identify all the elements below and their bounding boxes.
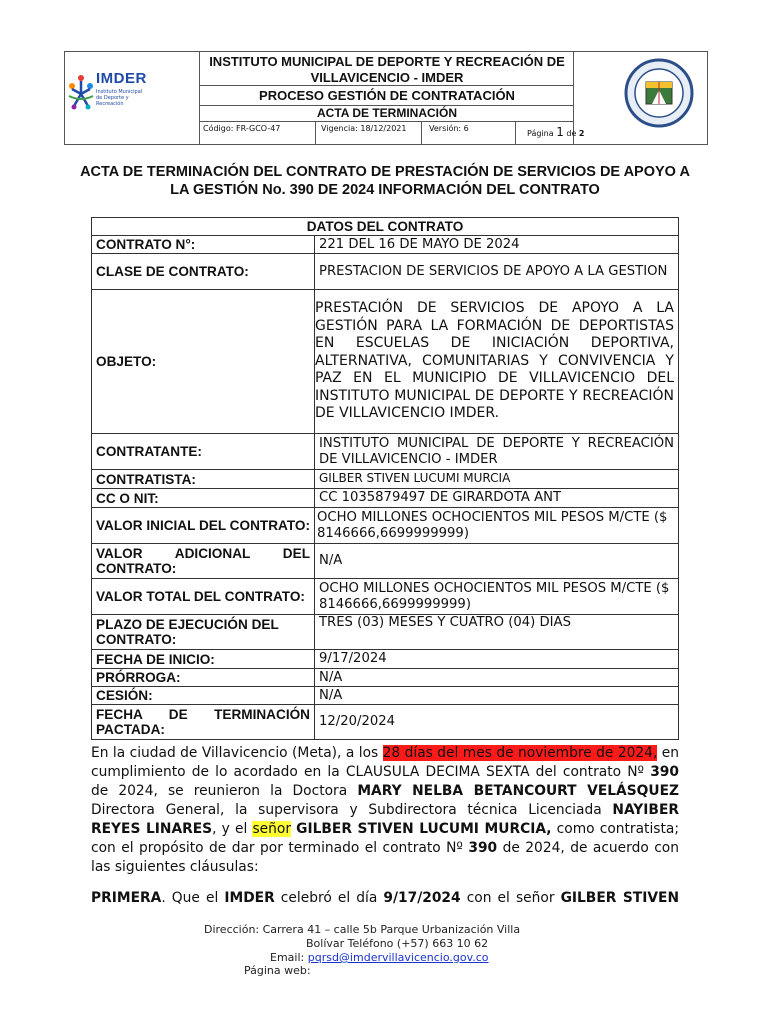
header-divider [199, 52, 200, 144]
text: como contratista; con el propósito de dar por terminado el contrato Nº [91, 821, 679, 856]
table-row [92, 236, 679, 254]
header-divider [315, 121, 316, 144]
body-paragraph-2 [91, 889, 679, 908]
logo-subtitle: Instituto Municipal de Deporte y Recreación [96, 89, 143, 107]
text: de 2024, se reunieron la Doctora [91, 783, 358, 799]
row-value: PRESTACIÓN DE SERVICIOS DE APOYO A LA GESTIÓN PARA LA FORMACIÓN DE DEPORTISTAS EN ESCUELAS DE INICIACIÓN DEPORTIVA, ALTERNATIVA, COMUNITARIAS Y CONVIVENCIA Y PAZ EN EL MUNICIPIO DE VILLAVICENCIO DEL INSTITUTO MUNICIPAL DE DEPORTE Y RECREACIÓN DE VILLAVICENCIO IMDER. [315, 290, 679, 434]
table-row [92, 615, 679, 650]
body-paragraph-1 [91, 744, 679, 877]
contractor-name: GILBER STIVEN LUCUMI MURCIA, [296, 821, 552, 837]
highlighted-word: señor [252, 821, 291, 837]
footer-address-2: Bolívar Teléfono (+57) 663 10 62 [306, 937, 489, 950]
document-header [64, 51, 708, 145]
table-row [92, 669, 679, 687]
contract-data-table [91, 217, 679, 740]
text: celebró el día [274, 890, 384, 906]
table-row [92, 687, 679, 705]
page-prefix: Página [527, 129, 554, 138]
text: . Que el [161, 890, 225, 906]
text: , y el [212, 821, 253, 837]
table-row [92, 544, 679, 579]
row-label: CONTRATANTE: [92, 434, 315, 470]
text: en cumplimiento de lo acordado en la CLAUSULA DECIMA SEXTA del contrato Nº [91, 745, 680, 780]
row-label: FECHA DE INICIO: [92, 650, 315, 669]
table-row [92, 705, 679, 740]
institution-name [201, 54, 573, 86]
row-label: PLAZO DE EJECUCIÓN DEL CONTRATO: [92, 615, 315, 650]
text: con el señor [460, 890, 561, 906]
row-label: PRÓRROGA: [92, 669, 315, 687]
contract-number: 390 [468, 840, 498, 856]
row-label: OBJETO: [92, 290, 315, 434]
text: de 2024, de acuerdo con las siguientes cláusulas: [91, 840, 679, 875]
email-link[interactable]: pqrsd@imdervillavicencio.gov.co [307, 951, 489, 964]
header-divider [515, 121, 516, 144]
row-value: N/A [315, 544, 679, 579]
table-row [92, 579, 679, 615]
row-label: VALOR TOTAL DEL CONTRATO: [92, 579, 315, 615]
row-value: 9/17/2024 [315, 650, 679, 669]
row-value: N/A [315, 669, 679, 687]
row-value: CC 1035879497 DE GIRARDOTA ANT [315, 489, 679, 508]
document-title: ACTA DE TERMINACIÓN DEL CONTRATO DE PRESTACIÓN DE SERVICIOS DE APOYO A LA GESTIÓN No. 390 DE 2024 INFORMACIÓN DEL CONTRATO [80, 164, 690, 198]
document-type: ACTA DE TERMINACIÓN [317, 106, 457, 120]
table-row [92, 650, 679, 669]
document-validity: Vigencia: 18/12/2021 [321, 124, 407, 133]
contractor-name: GILBER STIVEN [560, 890, 679, 906]
row-value: 221 DEL 16 DE MAYO DE 2024 [315, 236, 679, 254]
institution-line-1: INSTITUTO MUNICIPAL DE DEPORTE Y RECREACIÓN DE [209, 54, 565, 69]
table-row [92, 254, 679, 290]
row-label: CLASE DE CONTRATO: [92, 254, 315, 290]
row-value: INSTITUTO MUNICIPAL DE DEPORTE Y RECREACIÓN DE VILLAVICENCIO - IMDER [315, 434, 679, 470]
row-value: TRES (03) MESES Y CUATRO (04) DIAS [315, 615, 679, 650]
table-row [92, 290, 679, 434]
process-name: PROCESO GESTIÓN DE CONTRATACIÓN [259, 88, 515, 103]
highlighted-date: 28 días del mes de noviembre de 2024, [382, 745, 658, 761]
row-value: 12/20/2024 [315, 705, 679, 740]
seal-icon [624, 58, 694, 128]
imder-logo [66, 70, 147, 116]
row-value: PRESTACION DE SERVICIOS DE APOYO A LA GESTION [315, 254, 679, 290]
start-date: 9/17/2024 [383, 890, 461, 906]
row-value: GILBER STIVEN LUCUMI MURCIA [315, 470, 679, 489]
table-row [92, 508, 679, 544]
logo-name: IMDER [96, 70, 147, 87]
table-heading: DATOS DEL CONTRATO [92, 218, 679, 236]
row-label: FECHA DE TERMINACIÓN PACTADA: [92, 705, 315, 740]
text: En la ciudad de Villavicencio (Meta), a los [91, 745, 383, 761]
page-number: 1 [556, 125, 564, 139]
row-label: CONTRATISTA: [92, 470, 315, 489]
document-version: Versión: 6 [429, 124, 469, 133]
page-total: 2 [578, 129, 585, 138]
row-value: OCHO MILLONES OCHOCIENTOS MIL PESOS M/CTE ($ 8146666,6699999999) [315, 579, 679, 615]
row-label: CESIÓN: [92, 687, 315, 705]
footer-web: Página web: [244, 964, 311, 977]
row-value: OCHO MILLONES OCHOCIENTOS MIL PESOS M/CTE ($ 8146666,6699999999) [315, 508, 679, 544]
contract-number: 390 [650, 764, 679, 780]
header-divider [421, 121, 422, 144]
footer-address-1: Dirección: Carrera 41 – calle 5b Parque Urbanización Villa [204, 923, 521, 936]
document-code: Código: FR-GCO-47 [203, 124, 281, 133]
page-of: de [566, 129, 577, 138]
text: Directora General, la supervisora y Subdirectora técnica Licenciada [91, 802, 613, 818]
row-label: VALOR ADICIONAL DEL CONTRATO: [92, 544, 315, 579]
footer-email [270, 951, 489, 965]
row-label: CONTRATO N°: [92, 236, 315, 254]
director-name: MARY NELBA BETANCOURT VELÁSQUEZ [357, 783, 680, 799]
table-header-row [92, 218, 679, 236]
imder-logo-icon [66, 72, 96, 112]
email-label: Email: [270, 951, 308, 964]
row-value: N/A [315, 687, 679, 705]
villavicencio-seal [624, 58, 694, 128]
clause-label: PRIMERA [91, 890, 162, 906]
row-label: CC O NIT: [92, 489, 315, 508]
supervisor-name: NAYIBER REYES LINARES [91, 802, 679, 837]
table-row [92, 489, 679, 508]
header-rule [199, 121, 573, 122]
table-row [92, 470, 679, 489]
page-indicator [527, 125, 585, 139]
row-label: VALOR INICIAL DEL CONTRATO: [92, 508, 315, 544]
institution-line-2: VILLAVICENCIO - IMDER [310, 70, 464, 85]
table-row [92, 434, 679, 470]
org-name: IMDER [224, 890, 275, 906]
